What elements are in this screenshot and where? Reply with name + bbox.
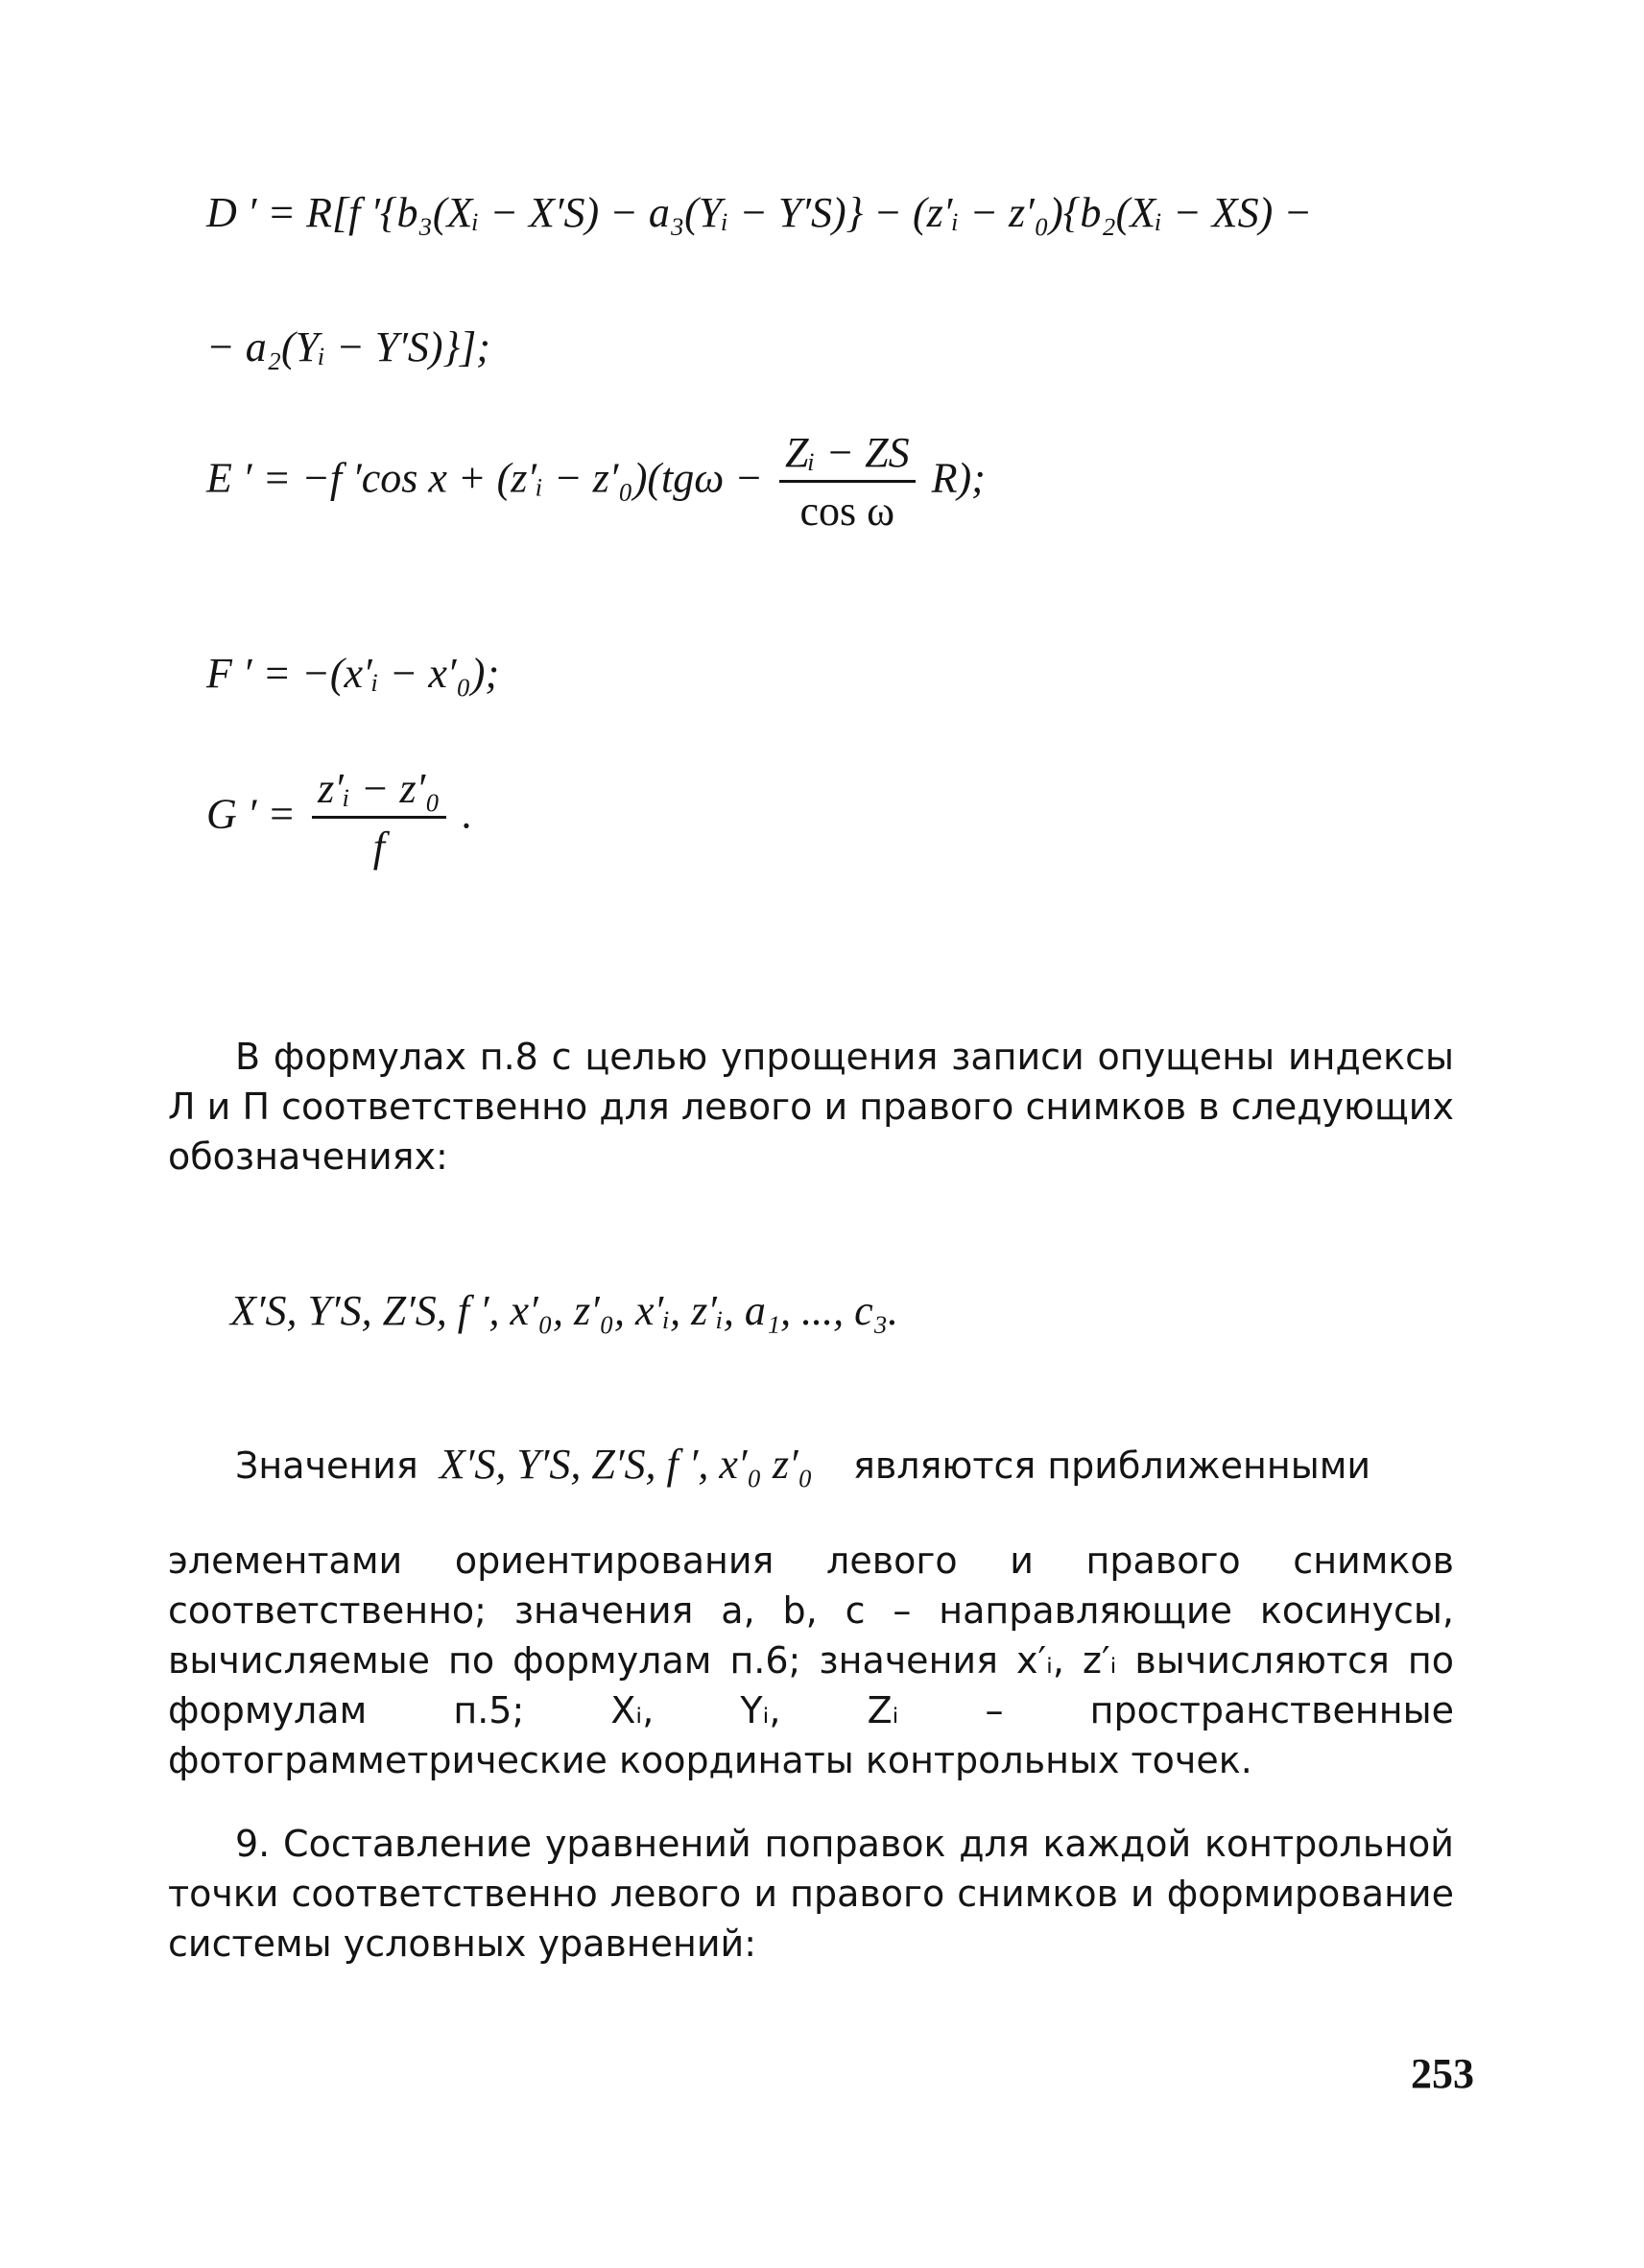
formula-g-prime-denominator: f <box>372 824 385 871</box>
values-suffix: являются приближенными <box>852 1444 1371 1487</box>
formula-g-prime-suffix: . <box>462 790 473 838</box>
formula-g-prime <box>206 765 473 871</box>
formula-d-prime-line2: − a₂(Yᵢ − Y′S)}]; <box>206 323 490 370</box>
notation-list: X′S, Y′S, Z′S, f ′, x′₀, z′₀, x′ᵢ, z′ᵢ, a₁, ..., c₃. <box>230 1287 898 1334</box>
formula-e-prime-denominator: cos ω <box>799 488 895 535</box>
formula-g-prime-fraction <box>312 765 445 871</box>
paragraph-values-rest: элементами ориентирования левого и правого снимков соответственно; значения a, b, c – направляющие косинусы, вычисляемые по формулам п.6; значения x′ᵢ, z′ᵢ вычисляются по формулам п.5; Xᵢ, Yᵢ, Zᵢ – пространственные фотограмметрические координаты контрольных точек. <box>168 1540 1454 1781</box>
values-prefix: Значения <box>235 1444 418 1487</box>
formula-g-prime-numerator: z′ᵢ − z′₀ <box>312 768 445 819</box>
paragraph-index-note: В формулах п.8 с целью упрощения записи опущены индексы Л и П соответственно для левого и правого снимков в следующих обозначениях: <box>168 1036 1454 1178</box>
formula-g-prime-prefix: G ′ = <box>206 790 297 838</box>
formula-e-prime-fraction <box>779 429 916 535</box>
paragraph-values-line1 <box>235 1440 1454 1491</box>
page-number: 253 <box>1411 2050 1474 2097</box>
formula-d-prime-line1: D ′ = R[f ′{b₃(Xᵢ − X′S) − a₃(Yᵢ − Y′S)} − (z′ᵢ − z′₀){b₂(Xᵢ − XS) − <box>206 189 1313 236</box>
formula-e-prime-suffix: R); <box>931 454 986 502</box>
formula-e-prime <box>206 429 986 535</box>
formula-e-prime-numerator: Zᵢ − ZS <box>779 432 916 483</box>
formula-f-prime: F ′ = −(x′ᵢ − x′₀); <box>206 650 500 697</box>
values-symbols: X′S, Y′S, Z′S, f ′, x′₀ z′₀ <box>439 1441 813 1488</box>
paragraph-section-9: 9. Составление уравнений поправок для каждой контрольной точки соответственно левого и правого снимков и формирование системы условных уравнений: <box>168 1823 1454 1965</box>
formula-e-prime-prefix: E ′ = −f ′cos x + (z′ᵢ − z′₀)(tgω − <box>206 454 763 502</box>
